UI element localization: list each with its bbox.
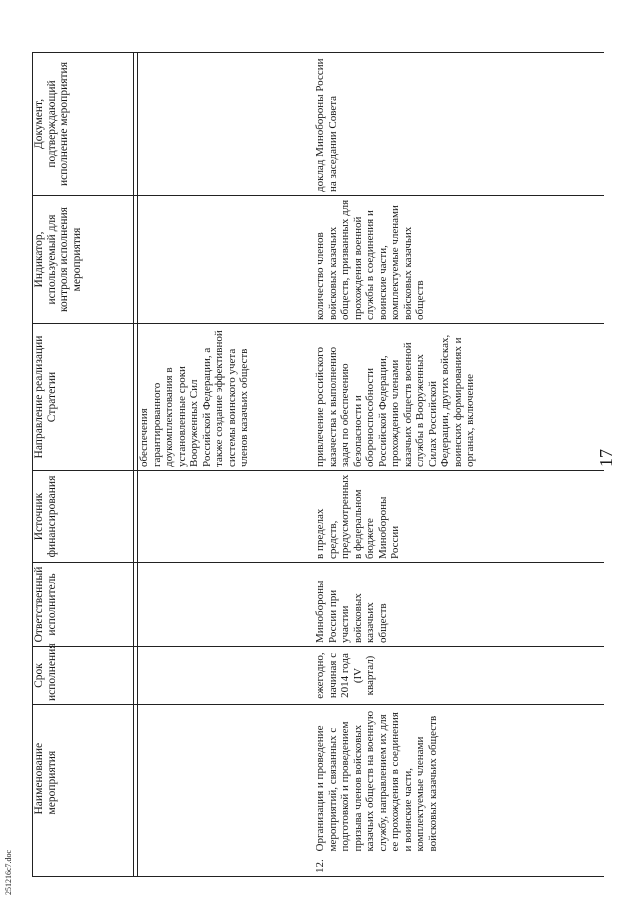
header-direction: Направление реализации Стратегии — [33, 324, 134, 471]
page-number: 17 — [596, 449, 616, 467]
row12-responsible: Минобороны России при участии войсковых казачьих обществ — [314, 563, 604, 647]
header-funding: Источник финансирования — [33, 471, 134, 563]
row12-name: Организация и проведение мероприятий, связанных с подготовкой и проведением призыва членов войсковых казачьих обществ на военную службу, направлением их для ее прохождения в соединения и воинские части, комплектуемые членами войсковых казачьих обществ — [314, 705, 604, 855]
header-name: Наименование мероприятия — [33, 705, 134, 855]
header-document: Документ, подтверждающий исполнение мероприятия — [33, 53, 134, 196]
doc-reference: 251216c7.doc — [4, 849, 13, 895]
table-row-continued — [138, 53, 315, 877]
header-term: Срок исполнения — [33, 647, 134, 705]
row12-term: ежегодно, начиная с 2014 года (IV квартал) — [314, 647, 604, 705]
row12-indicator: количество членов войсковых казачьих обществ, призванных для прохождения военной службы в соединения и воинские части, комплектуемые членами войсковых казачьих обществ — [314, 196, 604, 324]
row12-direction: привлечение российского казачества к выполнению задач по обеспечению безопасности и обороноспособности Российской Федерации, прохождению членами казачьих обществ военной службы в Вооруженных Силах Российской Федерации, других войсках, воинских формированиях и органах, включение — [314, 324, 604, 471]
row12-number: 12. — [314, 855, 604, 877]
header-responsible: Ответственный исполнитель — [33, 563, 134, 647]
table-header-row — [33, 53, 134, 877]
row12-document: доклад Минобороны России на заседании Совета — [314, 53, 604, 196]
row12-funding: в пределах средств, предусмотренных в федеральном бюджете Минобороны России — [314, 471, 604, 563]
continued-direction-cell: обеспечения гарантированного доукомплектования в установленные сроки Вооруженных Сил Российской Федерации, а также создание эффективной системы воинского учета членов казачьих обществ — [138, 324, 315, 471]
header-indicator: Индикатор, используемый для контроля исполнения мероприятия — [33, 196, 134, 324]
header-index-cell — [33, 855, 134, 877]
measures-table — [32, 52, 604, 877]
table-row-12 — [314, 53, 604, 877]
